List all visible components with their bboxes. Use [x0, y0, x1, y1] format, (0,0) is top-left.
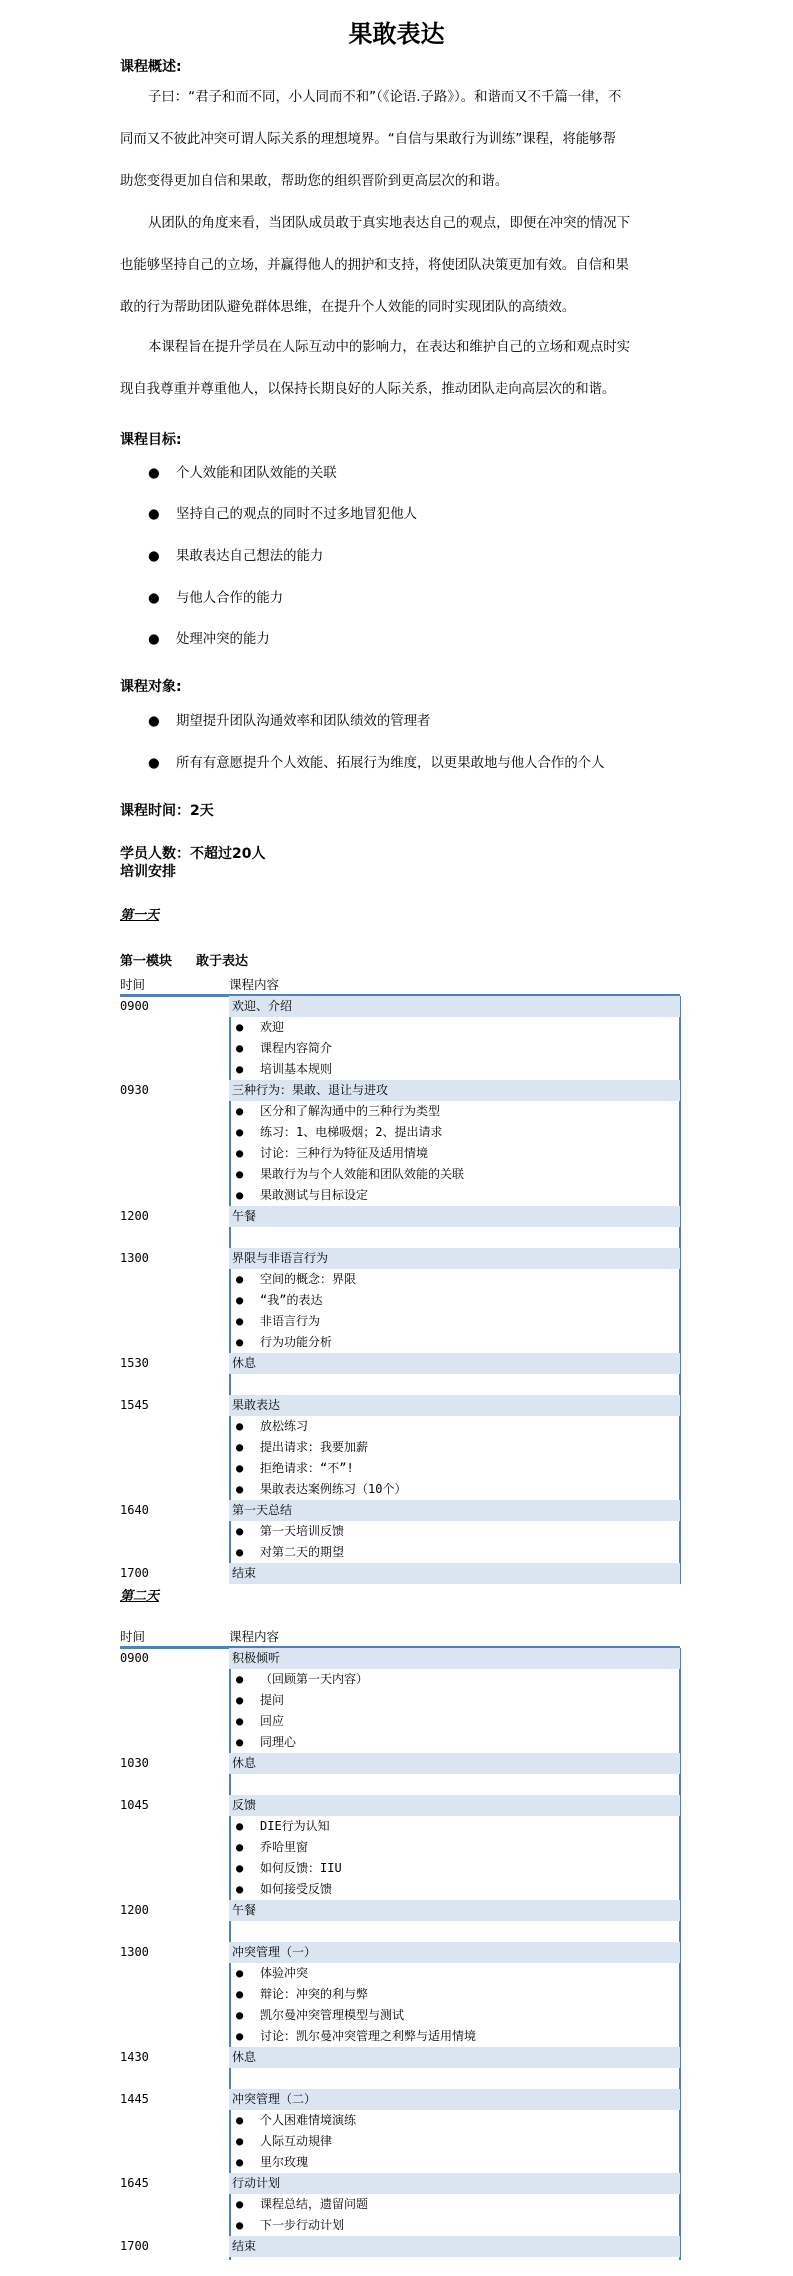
time-cell: 1700	[120, 1566, 149, 1580]
bullet-icon: ●	[236, 1861, 244, 1875]
bullet-icon: ●	[236, 1545, 244, 1559]
content-text: （回顾第一天内容）	[260, 1672, 369, 1686]
table-row	[120, 1269, 680, 1290]
table-row	[120, 1816, 680, 1837]
content-bullet-cell	[229, 1521, 680, 1542]
audience-text: 所有有意愿提升个人效能、拓展行为维度，以更果敢地与他人合作的个人	[176, 756, 605, 771]
content-text: 界限与非语言行为	[232, 1251, 329, 1265]
content-bullet-cell	[229, 1164, 680, 1185]
content-cell	[229, 1753, 680, 1774]
overview-paragraph-3	[120, 327, 676, 411]
bullet-icon: ●	[236, 1714, 244, 1728]
bullet-icon: ●	[236, 1524, 244, 1538]
table-row	[120, 1942, 680, 1963]
content-cell	[229, 1227, 680, 1248]
time-cell: 1045	[120, 1798, 149, 1812]
content-bullet-cell	[229, 1122, 680, 1143]
content-text: 拒绝请求：“不”!	[260, 1461, 354, 1475]
content-text: 体验冲突	[260, 1966, 309, 1980]
content-bullet-cell	[229, 1963, 680, 1984]
goal-text: 与他人合作的能力	[176, 591, 284, 606]
content-text: 欢迎	[260, 1020, 285, 1034]
bullet-icon: ●	[236, 1672, 244, 1686]
goal-text: 个人效能和团队效能的关联	[176, 466, 337, 481]
content-text: 非语言行为	[260, 1314, 321, 1328]
content-text: 果敢行为与个人效能和团队效能的关联	[260, 1167, 465, 1181]
content-text: 个人困难情境演练	[260, 2113, 357, 2127]
content-bullet-cell	[229, 1101, 680, 1122]
goal-text: 果敢表达自己想法的能力	[176, 549, 324, 564]
content-bullet-cell	[229, 2194, 680, 2215]
bullet-icon: ●	[236, 1104, 244, 1118]
content-cell	[229, 1795, 680, 1816]
goals-heading: 课程目标:	[120, 432, 182, 448]
table-row	[120, 1900, 680, 1921]
bullet-icon: ●	[236, 1167, 244, 1181]
time-cell: 1700	[120, 2239, 149, 2253]
text-line: 助您变得更加自信和果敢，帮助您的组织晋阶到更高层次的和谐。	[120, 174, 509, 189]
time-cell: 0900	[120, 999, 149, 1013]
bullet-icon: ●	[148, 591, 160, 606]
table-row	[120, 1753, 680, 1774]
table-row	[120, 1669, 680, 1690]
bullet-icon: ●	[236, 1482, 244, 1496]
content-bullet-cell	[229, 2026, 680, 2047]
bullet-icon: ●	[236, 1314, 244, 1328]
bullet-icon: ●	[236, 2197, 244, 2211]
content-bullet-cell	[229, 1416, 680, 1437]
content-bullet-cell	[229, 1017, 680, 1038]
content-cell	[229, 2047, 680, 2068]
table-row	[120, 1563, 680, 1584]
bullet-icon: ●	[236, 1293, 244, 1307]
content-text: 结束	[232, 1566, 257, 1580]
module-name: 敢于表达	[196, 954, 249, 969]
content-text: 结束	[232, 2239, 257, 2253]
bullet-icon: ●	[236, 1461, 244, 1475]
bullet-icon: ●	[236, 1882, 244, 1896]
content-cell	[229, 996, 680, 1017]
bullet-icon: ●	[236, 1041, 244, 1055]
content-bullet-cell	[229, 1984, 680, 2005]
content-cell	[229, 1080, 680, 1101]
content-text: 回应	[260, 1714, 285, 1728]
content-bullet-cell	[229, 2110, 680, 2131]
content-text: 冲突管理（一）	[232, 1945, 317, 1959]
content-text: 课程总结，遗留问题	[260, 2197, 369, 2211]
content-bullet-cell	[229, 1669, 680, 1690]
content-text: 午餐	[232, 1209, 257, 1223]
text-line: 从团队的角度来看，当团队成员敢于真实地表达自己的观点，即便在冲突的情况下	[148, 216, 631, 231]
bullet-icon: ●	[236, 1840, 244, 1854]
document-title: 果敢表达	[348, 19, 445, 48]
table-row	[120, 1437, 680, 1458]
content-text: 空间的概念：界限	[260, 1272, 357, 1286]
content-bullet-cell	[229, 2152, 680, 2173]
table-row	[120, 1858, 680, 1879]
table-row	[120, 1038, 680, 1059]
bullet-icon: ●	[236, 1188, 244, 1202]
content-text: 讨论：凯尔曼冲突管理之利弊与适用情境	[260, 2029, 477, 2043]
content-bullet-cell	[229, 1332, 680, 1353]
table-row	[120, 1017, 680, 1038]
content-bullet-cell	[229, 1059, 680, 1080]
content-text: 果敢表达案例练习（10个）	[260, 1482, 407, 1496]
content-bullet-cell	[229, 1732, 680, 1753]
table-row	[120, 1879, 680, 1900]
content-bullet-cell	[229, 1269, 680, 1290]
table-row	[120, 1984, 680, 2005]
content-bullet-cell	[229, 1690, 680, 1711]
table-row	[120, 2110, 680, 2131]
content-text: 对第二天的期望	[260, 1545, 345, 1559]
content-text: 辩论：冲突的利与弊	[260, 1987, 369, 2001]
content-text: 提问	[260, 1693, 285, 1707]
day-1-label: 第一天	[120, 908, 160, 923]
table-row	[120, 1122, 680, 1143]
table-row	[120, 1921, 680, 1942]
table-row	[120, 1458, 680, 1479]
table-row	[120, 1164, 680, 1185]
table-row	[120, 1648, 680, 1669]
bullet-icon: ●	[236, 2113, 244, 2127]
table-row	[120, 2026, 680, 2047]
table-row	[120, 2068, 680, 2089]
day-2-label: 第二天	[120, 1589, 160, 1604]
content-text: 行动计划	[232, 2176, 281, 2190]
content-text: 积极倾听	[232, 1651, 281, 1665]
goal-item	[148, 503, 417, 522]
content-text: 同理心	[260, 1735, 297, 1749]
goal-item	[148, 628, 270, 647]
content-bullet-cell	[229, 1479, 680, 1500]
content-bullet-cell	[229, 2215, 680, 2236]
bullet-icon: ●	[236, 1335, 244, 1349]
table-row	[120, 1795, 680, 1816]
content-cell	[229, 1900, 680, 1921]
table-row	[120, 1080, 680, 1101]
content-text: 第一天培训反馈	[260, 1524, 345, 1538]
table-row	[120, 2236, 680, 2257]
table-row	[120, 1500, 680, 1521]
bullet-icon: ●	[236, 1125, 244, 1139]
content-text: 行为功能分析	[260, 1335, 333, 1349]
content-text: 果敢测试与目标设定	[260, 1188, 369, 1202]
content-text: “我”的表达	[260, 1293, 323, 1307]
content-bullet-cell	[229, 1437, 680, 1458]
content-text: 凯尔曼冲突管理模型与测试	[260, 2008, 405, 2022]
bullet-icon: ●	[236, 1272, 244, 1286]
text-line: 也能够坚持自己的立场，并赢得他人的拥护和支持，将使团队决策更加有效。自信和果	[120, 258, 629, 273]
content-text: 第一天总结	[232, 1503, 293, 1517]
time-cell: 1530	[120, 1356, 149, 1370]
content-bullet-cell	[229, 1185, 680, 1206]
content-bullet-cell	[229, 1858, 680, 1879]
bullet-icon: ●	[236, 2218, 244, 2232]
bullet-icon: ●	[236, 2134, 244, 2148]
bullet-icon: ●	[148, 466, 160, 481]
audience-item	[148, 752, 605, 771]
table-row	[120, 2005, 680, 2026]
content-bullet-cell	[229, 1038, 680, 1059]
text-line: 子曰：“君子和而不同，小人同而不和”（《论语.子路》）。和谐而又不千篇一律，不	[148, 90, 622, 105]
bullet-icon: ●	[236, 2008, 244, 2022]
goal-text: 坚持自己的观点的同时不过多地冒犯他人	[176, 507, 418, 522]
content-text: 如何反馈：IIU	[260, 1861, 342, 1875]
time-cell: 1200	[120, 1903, 149, 1917]
table-row	[120, 2152, 680, 2173]
course-duration: 课程时间：2天	[120, 803, 214, 819]
col-time-header: 时间	[120, 1629, 146, 1644]
bullet-icon: ●	[236, 1062, 244, 1076]
bullet-icon: ●	[236, 1146, 244, 1160]
time-cell: 1300	[120, 1945, 149, 1959]
schedule-heading: 培训安排	[120, 864, 176, 880]
table-row	[120, 2173, 680, 2194]
text-line: 现自我尊重并尊重他人，以保持长期良好的人际关系，推动团队走向高层次的和谐。	[120, 382, 616, 397]
bullet-icon: ●	[236, 1020, 244, 1034]
content-text: 区分和了解沟通中的三种行为类型	[260, 1104, 441, 1118]
content-text: 休息	[232, 1756, 257, 1770]
time-cell: 1200	[120, 1209, 149, 1223]
col-content-header: 课程内容	[229, 977, 280, 992]
bullet-icon: ●	[148, 756, 160, 771]
content-cell	[229, 2068, 680, 2089]
content-bullet-cell	[229, 1458, 680, 1479]
content-bullet-cell	[229, 1143, 680, 1164]
content-cell	[229, 2173, 680, 2194]
table-row	[120, 2047, 680, 2068]
goal-item	[148, 587, 283, 606]
content-text: 果敢表达	[232, 1398, 281, 1412]
table-row	[120, 1479, 680, 1500]
content-text: 午餐	[232, 1903, 257, 1917]
table-row	[120, 1711, 680, 1732]
bullet-icon: ●	[236, 1987, 244, 2001]
content-bullet-cell	[229, 1311, 680, 1332]
col-time-header: 时间	[120, 977, 146, 992]
audience-text: 期望提升团队沟通效率和团队绩效的管理者	[176, 714, 431, 729]
content-text: 如何接受反馈	[260, 1882, 333, 1896]
content-text: 课程内容简介	[260, 1041, 333, 1055]
content-cell	[229, 1395, 680, 1416]
content-text: 欢迎、介绍	[232, 999, 293, 1013]
table-row	[120, 1227, 680, 1248]
bullet-icon: ●	[148, 549, 160, 564]
content-cell	[229, 1248, 680, 1269]
content-bullet-cell	[229, 1542, 680, 1563]
time-cell: 1640	[120, 1503, 149, 1517]
time-cell: 1300	[120, 1251, 149, 1265]
content-text: 乔哈里窗	[260, 1840, 309, 1854]
content-text: 冲突管理（二）	[232, 2092, 317, 2106]
content-bullet-cell	[229, 1816, 680, 1837]
bullet-icon: ●	[148, 507, 160, 522]
content-text: 培训基本规则	[260, 1062, 333, 1076]
table-row	[120, 1206, 680, 1227]
table-row	[120, 1248, 680, 1269]
col-content-header: 课程内容	[229, 1629, 280, 1644]
table-row	[120, 2215, 680, 2236]
audience-item	[148, 710, 430, 729]
table-row	[120, 1353, 680, 1374]
overview-paragraph-1	[120, 77, 676, 203]
content-bullet-cell	[229, 1879, 680, 1900]
text-line: 敢的行为帮助团队避免群体思维，在提升个人效能的同时实现团队的高绩效。	[120, 300, 576, 315]
table-row	[120, 1290, 680, 1311]
goal-item	[148, 545, 323, 564]
content-bullet-cell	[229, 1290, 680, 1311]
module-number: 第一模块	[120, 954, 173, 969]
content-cell	[229, 2236, 680, 2257]
text-line: 本课程旨在提升学员在人际互动中的影响力，在表达和维护自己的立场和观点时实	[148, 340, 631, 355]
content-bullet-cell	[229, 2005, 680, 2026]
content-text: 休息	[232, 1356, 257, 1370]
content-bullet-cell	[229, 1837, 680, 1858]
content-text: 下一步行动计划	[260, 2218, 345, 2232]
content-text: 提出请求：我要加薪	[260, 1440, 369, 1454]
time-cell: 0930	[120, 1083, 149, 1097]
table-row	[120, 1774, 680, 1795]
table-row	[120, 2194, 680, 2215]
time-cell: 1030	[120, 1756, 149, 1770]
content-text: 练习：1、电梯吸烟；2、提出请求	[260, 1125, 443, 1139]
table-row	[120, 1185, 680, 1206]
table-row	[120, 1416, 680, 1437]
time-cell: 1545	[120, 1398, 149, 1412]
content-cell	[229, 1942, 680, 1963]
bullet-icon: ●	[236, 1419, 244, 1433]
bullet-icon: ●	[236, 1693, 244, 1707]
bullet-icon: ●	[148, 714, 160, 729]
content-text: 三种行为：果敢、退让与进攻	[232, 1083, 389, 1097]
content-cell	[229, 1374, 680, 1395]
bullet-icon: ●	[148, 632, 160, 647]
class-size: 学员人数：不超过20人	[120, 846, 266, 862]
content-text: 讨论：三种行为特征及适用情境	[260, 1146, 429, 1160]
table-row	[120, 1521, 680, 1542]
table-row	[120, 1332, 680, 1353]
table-row	[120, 1963, 680, 1984]
table-row	[120, 996, 680, 1017]
content-cell	[229, 1206, 680, 1227]
time-cell: 1430	[120, 2050, 149, 2064]
content-text: 人际互动規律	[260, 2134, 333, 2148]
content-cell	[229, 1563, 680, 1584]
content-cell	[229, 1648, 680, 1669]
content-cell	[229, 1921, 680, 1942]
goal-item	[148, 462, 337, 481]
content-text: 反馈	[232, 1798, 257, 1812]
table-row	[120, 1311, 680, 1332]
table-row	[120, 1732, 680, 1753]
content-cell	[229, 1353, 680, 1374]
table-row	[120, 1143, 680, 1164]
content-bullet-cell	[229, 2131, 680, 2152]
overview-paragraph-2	[120, 203, 676, 329]
table-row	[120, 1374, 680, 1395]
bullet-icon: ●	[236, 1735, 244, 1749]
content-bullet-cell	[229, 1711, 680, 1732]
table-row	[120, 1837, 680, 1858]
table-row	[120, 2131, 680, 2152]
table-row	[120, 1395, 680, 1416]
content-text: 放松练习	[260, 1419, 309, 1433]
table-row	[120, 1059, 680, 1080]
content-text: 里尔玫瑰	[260, 2155, 309, 2169]
overview-heading: 课程概述:	[120, 59, 182, 75]
time-cell: 1645	[120, 2176, 149, 2190]
content-cell	[229, 1774, 680, 1795]
table-row	[120, 1542, 680, 1563]
content-text: 休息	[232, 2050, 257, 2064]
bullet-icon: ●	[236, 1819, 244, 1833]
audience-heading: 课程对象:	[120, 679, 182, 695]
bullet-icon: ●	[236, 2029, 244, 2043]
content-text: DIE行为认知	[260, 1819, 330, 1833]
bullet-icon: ●	[236, 1966, 244, 1980]
content-cell	[229, 1500, 680, 1521]
goal-text: 处理冲突的能力	[176, 632, 270, 647]
table-row	[120, 2089, 680, 2110]
bullet-icon: ●	[236, 1440, 244, 1454]
table-row	[120, 1101, 680, 1122]
table-row	[120, 1690, 680, 1711]
time-cell: 0900	[120, 1651, 149, 1665]
time-cell: 1445	[120, 2092, 149, 2106]
text-line: 同而又不彼此冲突可谓人际关系的理想境界。“自信与果敢行为训练”课程，将能够帮	[120, 132, 616, 147]
bullet-icon: ●	[236, 2155, 244, 2169]
module-1-title	[120, 950, 248, 969]
content-cell	[229, 2089, 680, 2110]
